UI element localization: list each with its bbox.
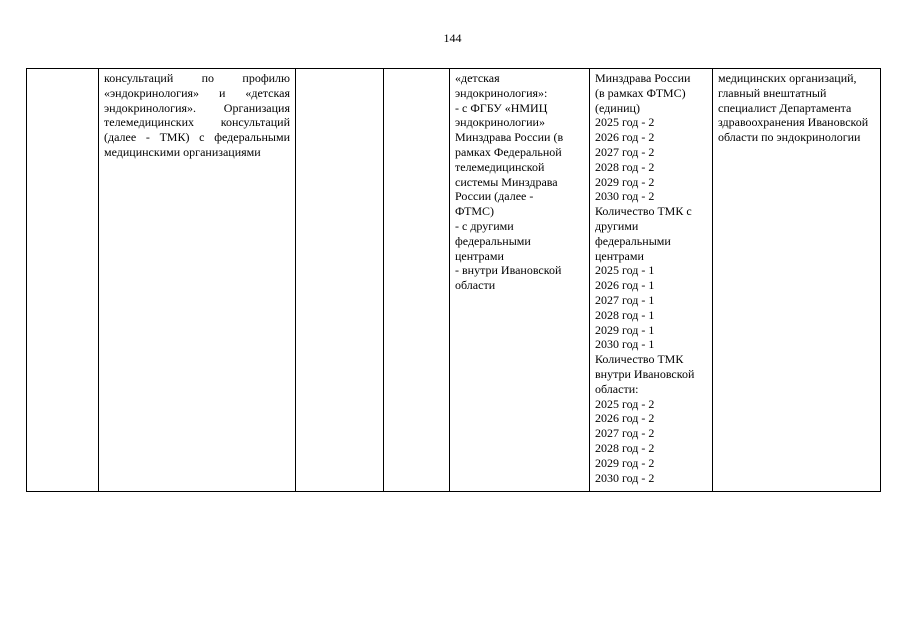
indicator-line: эндокринологии» (455, 115, 545, 130)
target-line: Количество ТМК с (595, 204, 692, 219)
target-line: 2027 год - 2 (595, 144, 655, 159)
cell-indicator (450, 69, 590, 492)
target-line: 2030 год - 1 (595, 337, 655, 352)
target-line: 2026 год - 1 (595, 278, 655, 293)
target-line: центрами (595, 248, 644, 263)
indicator-line: системы Минздрава (455, 174, 558, 189)
indicator-line: телемедицинской (455, 159, 545, 174)
indicator-line: России (далее - (455, 189, 534, 204)
target-line: Минздрава России (595, 71, 691, 85)
target-line: области: (595, 381, 639, 396)
target-line: 2030 год - 2 (595, 189, 655, 204)
table-row (27, 69, 881, 492)
responsible-line: медицинских организаций, (718, 71, 857, 85)
target-line: 2030 год - 2 (595, 470, 655, 485)
target-line: внутри Ивановской (595, 366, 695, 381)
target-line: 2026 год - 2 (595, 411, 655, 426)
indicator-line: центрами (455, 248, 504, 263)
responsible-line: специалист Департамента (718, 100, 852, 115)
target-line: 2027 год - 1 (595, 292, 655, 307)
document-table (26, 68, 881, 492)
indicator-line: Минздрава России (в (455, 130, 564, 145)
target-line: Количество ТМК (595, 352, 684, 367)
target-line: (единиц) (595, 100, 640, 115)
target-line: 2029 год - 1 (595, 322, 655, 337)
indicator-line: - с ФГБУ «НМИЦ (455, 100, 548, 115)
target-line: (в рамках ФТМС) (595, 85, 686, 100)
indicator-line: области (455, 278, 496, 293)
indicator-line: ФТМС) (455, 204, 495, 219)
cell-target-values (590, 69, 713, 492)
indicator-line: рамках Федеральной (455, 144, 562, 159)
cell-measure-description: консультаций по профилю «эндокринология» и «детская эндокринология». Организация телемедицинских консультаций (далее - ТМК) с федеральными медицинскими организациями (99, 69, 296, 492)
target-line: другими (595, 218, 639, 233)
indicator-line: - с другими (455, 218, 514, 233)
indicator-line: федеральными (455, 233, 531, 248)
indicator-line: эндокринология»: (455, 85, 548, 100)
cell-number (27, 69, 99, 492)
target-line: федеральными (595, 233, 671, 248)
responsible-line: области по эндокринологии (718, 130, 861, 145)
responsible-line: здравоохранения Ивановской (718, 115, 869, 130)
target-line: 2026 год - 2 (595, 130, 655, 145)
cell-end-date (384, 69, 450, 492)
cell-start-date (296, 69, 384, 492)
target-line: 2029 год - 2 (595, 455, 655, 470)
target-line: 2025 год - 2 (595, 396, 655, 411)
target-line: 2027 год - 2 (595, 426, 655, 441)
target-line: 2028 год - 2 (595, 159, 655, 174)
cell-responsible (713, 69, 881, 492)
page-number: 144 (443, 31, 462, 45)
target-line: 2025 год - 2 (595, 115, 655, 130)
target-line: 2028 год - 1 (595, 307, 655, 322)
target-line: 2028 год - 2 (595, 440, 655, 455)
indicator-line: «детская (455, 71, 500, 85)
responsible-line: главный внештатный (718, 85, 827, 100)
indicator-line: - внутри Ивановской (455, 263, 562, 278)
target-line: 2025 год - 1 (595, 263, 655, 278)
target-line: 2029 год - 2 (595, 174, 655, 189)
